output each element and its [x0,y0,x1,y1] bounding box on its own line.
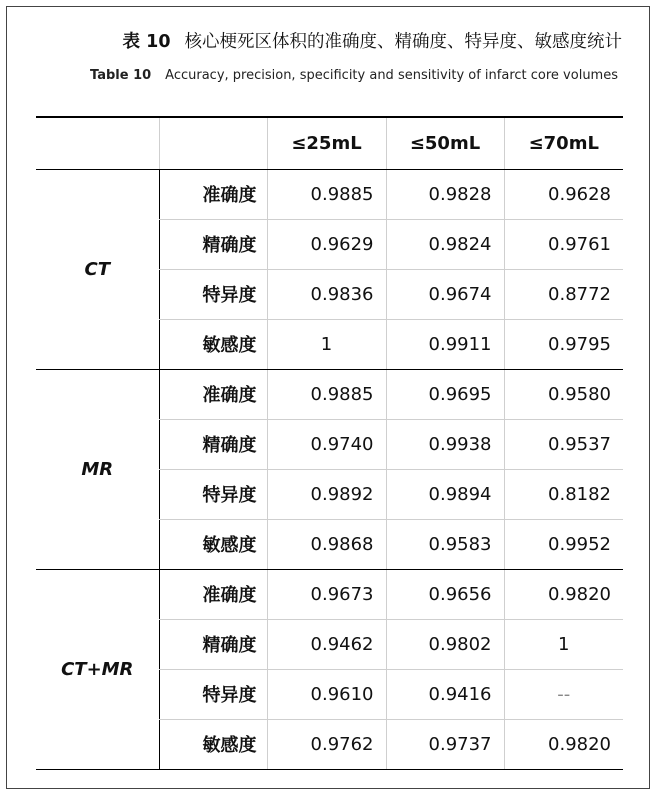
group-label: CT+MR [36,569,159,769]
metric-label: 精确度 [159,419,267,469]
value-cell: 0.9892 [267,469,386,519]
value-cell: 0.9828 [386,169,504,219]
value-cell: 0.9868 [267,519,386,569]
value-cell: 1 [267,319,386,369]
value-cell: 0.9761 [504,219,623,269]
table-caption-zh: 核心梗死区体积的准确度、精确度、特异度、敏感度统计 [184,32,622,52]
header-row [36,117,623,169]
table-number-en: Table 10 [90,68,152,83]
value-cell: 0.9610 [267,669,386,719]
column-header: ≤70mL [504,117,623,169]
value-cell: 0.9629 [267,219,386,269]
value-cell: 0.9820 [504,719,623,769]
value-cell: 0.8772 [504,269,623,319]
value-cell: 0.9911 [386,319,504,369]
value-cell: 0.9762 [267,719,386,769]
column-header: ≤25mL [267,117,386,169]
value-cell: 0.9795 [504,319,623,369]
value-cell: 0.9583 [386,519,504,569]
metric-label: 精确度 [159,219,267,269]
header-empty-group [36,117,159,169]
table-row [36,569,623,619]
value-cell: 0.9416 [386,669,504,719]
value-cell: 0.9824 [386,219,504,269]
table-title-en [0,68,618,83]
table-number-zh: 表 10 [122,32,171,52]
metric-label: 准确度 [159,369,267,419]
value-cell: 0.9802 [386,619,504,669]
value-cell: 0.9885 [267,369,386,419]
value-cell: 0.9836 [267,269,386,319]
table-row [36,369,623,419]
value-cell: 1 [504,619,623,669]
value-cell: 0.9674 [386,269,504,319]
value-cell: 0.9580 [504,369,623,419]
value-cell: 0.9673 [267,569,386,619]
metric-label: 敏感度 [159,519,267,569]
value-cell: 0.9656 [386,569,504,619]
value-cell: -- [504,669,623,719]
column-header: ≤50mL [386,117,504,169]
metric-label: 敏感度 [159,319,267,369]
value-cell: 0.9695 [386,369,504,419]
metric-label: 特异度 [159,669,267,719]
table-row [36,169,623,219]
metric-label: 特异度 [159,469,267,519]
value-cell: 0.9894 [386,469,504,519]
value-cell: 0.9737 [386,719,504,769]
group-label: MR [36,369,159,569]
value-cell: 0.9462 [267,619,386,669]
value-cell: 0.9740 [267,419,386,469]
value-cell: 0.9537 [504,419,623,469]
metric-label: 特异度 [159,269,267,319]
metric-label: 准确度 [159,169,267,219]
table-title-zh [0,28,622,53]
table-caption-en: Accuracy, precision, specificity and sensitivity of infarct core volumes [165,68,618,83]
value-cell: 0.9628 [504,169,623,219]
results-table [36,116,623,770]
value-cell: 0.8182 [504,469,623,519]
value-cell: 0.9885 [267,169,386,219]
value-cell: 0.9938 [386,419,504,469]
metric-label: 敏感度 [159,719,267,769]
value-cell: 0.9820 [504,569,623,619]
metric-label: 准确度 [159,569,267,619]
group-label: CT [36,169,159,369]
value-cell: 0.9952 [504,519,623,569]
header-empty-metric [159,117,267,169]
metric-label: 精确度 [159,619,267,669]
